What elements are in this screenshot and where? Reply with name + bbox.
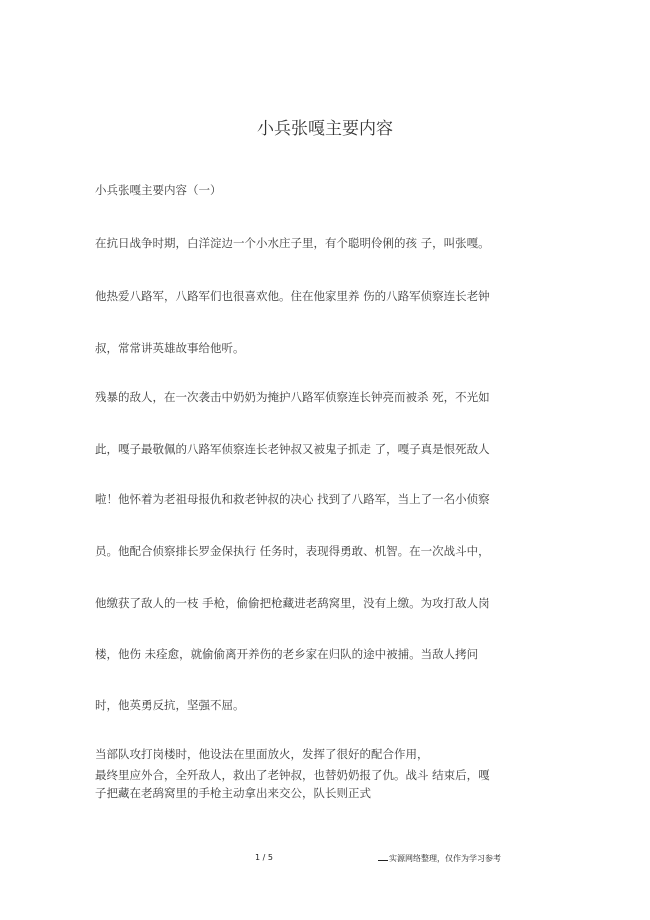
paragraph-line: 啦！他怀着为老祖母报仇和救老钟叔的决心 找到了八路军，当上了一名小侦察 (95, 492, 490, 506)
paragraph-line: 楼，他伤 未痊愈，就偷偷离开养伤的老乡家在归队的途中被捕。当敌人拷问 (95, 647, 479, 661)
paragraph-line: 他热爱八路军，八路军们也很喜欢他。住在他家里养 伤的八路军侦察连长老钟 (95, 289, 490, 303)
paragraph-line: 最终里应外合，全歼敌人，救出了老钟叔，也替奶奶报了仇。战斗 结束后，嘎 (95, 768, 490, 782)
paragraph-line: 残暴的敌人，在一次袭击中奶奶为掩护八路军侦察连长钟亮而被杀 死，不光如 (95, 390, 490, 404)
paragraph-line: 此，嘎子最敬佩的八路军侦察连长老钟叔又被鬼子抓走 了，嘎子真是恨死敌人 (95, 442, 490, 456)
footer-note (378, 853, 501, 864)
paragraph-line: 时，他英勇反抗，坚强不屈。 (95, 698, 245, 712)
paragraph-line: 在抗日战争时期，白洋淀边一个小水庄子里，有个聪明伶俐的孩 子，叫张嘎。 (95, 236, 490, 250)
page-number: 1 / 5 (255, 853, 273, 862)
paragraph-line: 他缴获了敌人的一枝 手枪，偷偷把枪藏进老鸹窝里，没有上缴。为攻打敌人岗 (95, 596, 490, 610)
section-heading: 小兵张嘎主要内容（一） (95, 183, 222, 197)
paragraph-line: 子把藏在老鸹窝里的手枪主动拿出来交公，队长则正式 (95, 786, 371, 800)
paragraph-line: 当部队攻打岗楼时，他设法在里面放火，发挥了很好的配合作用， (95, 747, 429, 761)
paragraph-line: 员。他配合侦察排长罗金保执行 任务时，表现得勇敢、机智。在一次战斗中， (95, 544, 490, 558)
footer-note-text: 实源网络整理，仅作为学习参考 (389, 854, 501, 863)
document-title: 小兵张嘎主要内容 (257, 119, 393, 139)
paragraph-line: 叔，常常讲英雄故事给他听。 (95, 341, 245, 355)
underline-mark (378, 860, 388, 861)
